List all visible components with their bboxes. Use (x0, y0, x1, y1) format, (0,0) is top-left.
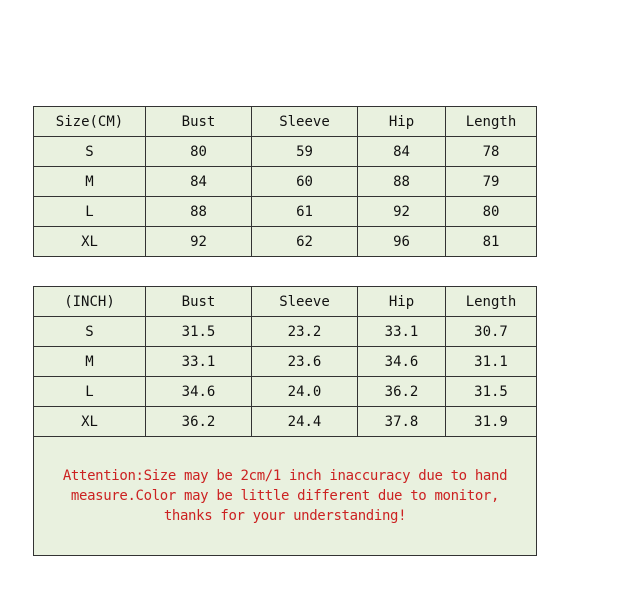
sleeve-value: 59 (252, 137, 358, 167)
length-value: 78 (446, 137, 537, 167)
hip-value: 92 (358, 197, 446, 227)
size-label: S (34, 137, 146, 167)
hip-value: 88 (358, 167, 446, 197)
table-row (34, 347, 537, 377)
size-label: L (34, 197, 146, 227)
table-row (34, 377, 537, 407)
length-value: 31.1 (446, 347, 537, 377)
header-length: Length (446, 107, 537, 137)
size-label: XL (34, 227, 146, 257)
bust-value: 88 (146, 197, 252, 227)
bust-value: 80 (146, 137, 252, 167)
header-sleeve: Sleeve (252, 287, 358, 317)
attention-note-line: Attention:Size may be 2cm/1 inch inaccuracy due to hand (62, 468, 508, 484)
header-sleeve: Sleeve (252, 107, 358, 137)
hip-value: 36.2 (358, 377, 446, 407)
sleeve-value: 23.6 (252, 347, 358, 377)
table-header-row (34, 287, 537, 317)
bust-value: 92 (146, 227, 252, 257)
attention-note-row (34, 437, 537, 556)
header-bust: Bust (146, 107, 252, 137)
hip-value: 34.6 (358, 347, 446, 377)
sleeve-value: 62 (252, 227, 358, 257)
bust-value: 34.6 (146, 377, 252, 407)
header-hip: Hip (358, 287, 446, 317)
hip-value: 37.8 (358, 407, 446, 437)
size-label: M (34, 167, 146, 197)
length-value: 31.9 (446, 407, 537, 437)
length-value: 81 (446, 227, 537, 257)
hip-value: 33.1 (358, 317, 446, 347)
bust-value: 33.1 (146, 347, 252, 377)
sleeve-value: 24.4 (252, 407, 358, 437)
size-chart-cm-table (33, 106, 537, 257)
attention-note-line: measure.Color may be little different due to monitor, (70, 488, 500, 504)
size-label: L (34, 377, 146, 407)
table-row (34, 167, 537, 197)
bust-value: 31.5 (146, 317, 252, 347)
header-length: Length (446, 287, 537, 317)
sleeve-value: 23.2 (252, 317, 358, 347)
attention-note-line: thanks for your understanding! (163, 508, 407, 524)
table-header-row (34, 107, 537, 137)
table-row (34, 317, 537, 347)
size-label: M (34, 347, 146, 377)
header-size: Size(CM) (34, 107, 146, 137)
size-label: XL (34, 407, 146, 437)
bust-value: 84 (146, 167, 252, 197)
hip-value: 96 (358, 227, 446, 257)
sleeve-value: 24.0 (252, 377, 358, 407)
header-bust: Bust (146, 287, 252, 317)
header-hip: Hip (358, 107, 446, 137)
table-row (34, 407, 537, 437)
length-value: 31.5 (446, 377, 537, 407)
table-row (34, 197, 537, 227)
sleeve-value: 61 (252, 197, 358, 227)
size-label: S (34, 317, 146, 347)
length-value: 30.7 (446, 317, 537, 347)
table-row (34, 227, 537, 257)
length-value: 79 (446, 167, 537, 197)
header-size: (INCH) (34, 287, 146, 317)
bust-value: 36.2 (146, 407, 252, 437)
sleeve-value: 60 (252, 167, 358, 197)
table-row (34, 137, 537, 167)
attention-note (34, 437, 537, 556)
length-value: 80 (446, 197, 537, 227)
hip-value: 84 (358, 137, 446, 167)
size-chart-inch-table (33, 286, 537, 556)
